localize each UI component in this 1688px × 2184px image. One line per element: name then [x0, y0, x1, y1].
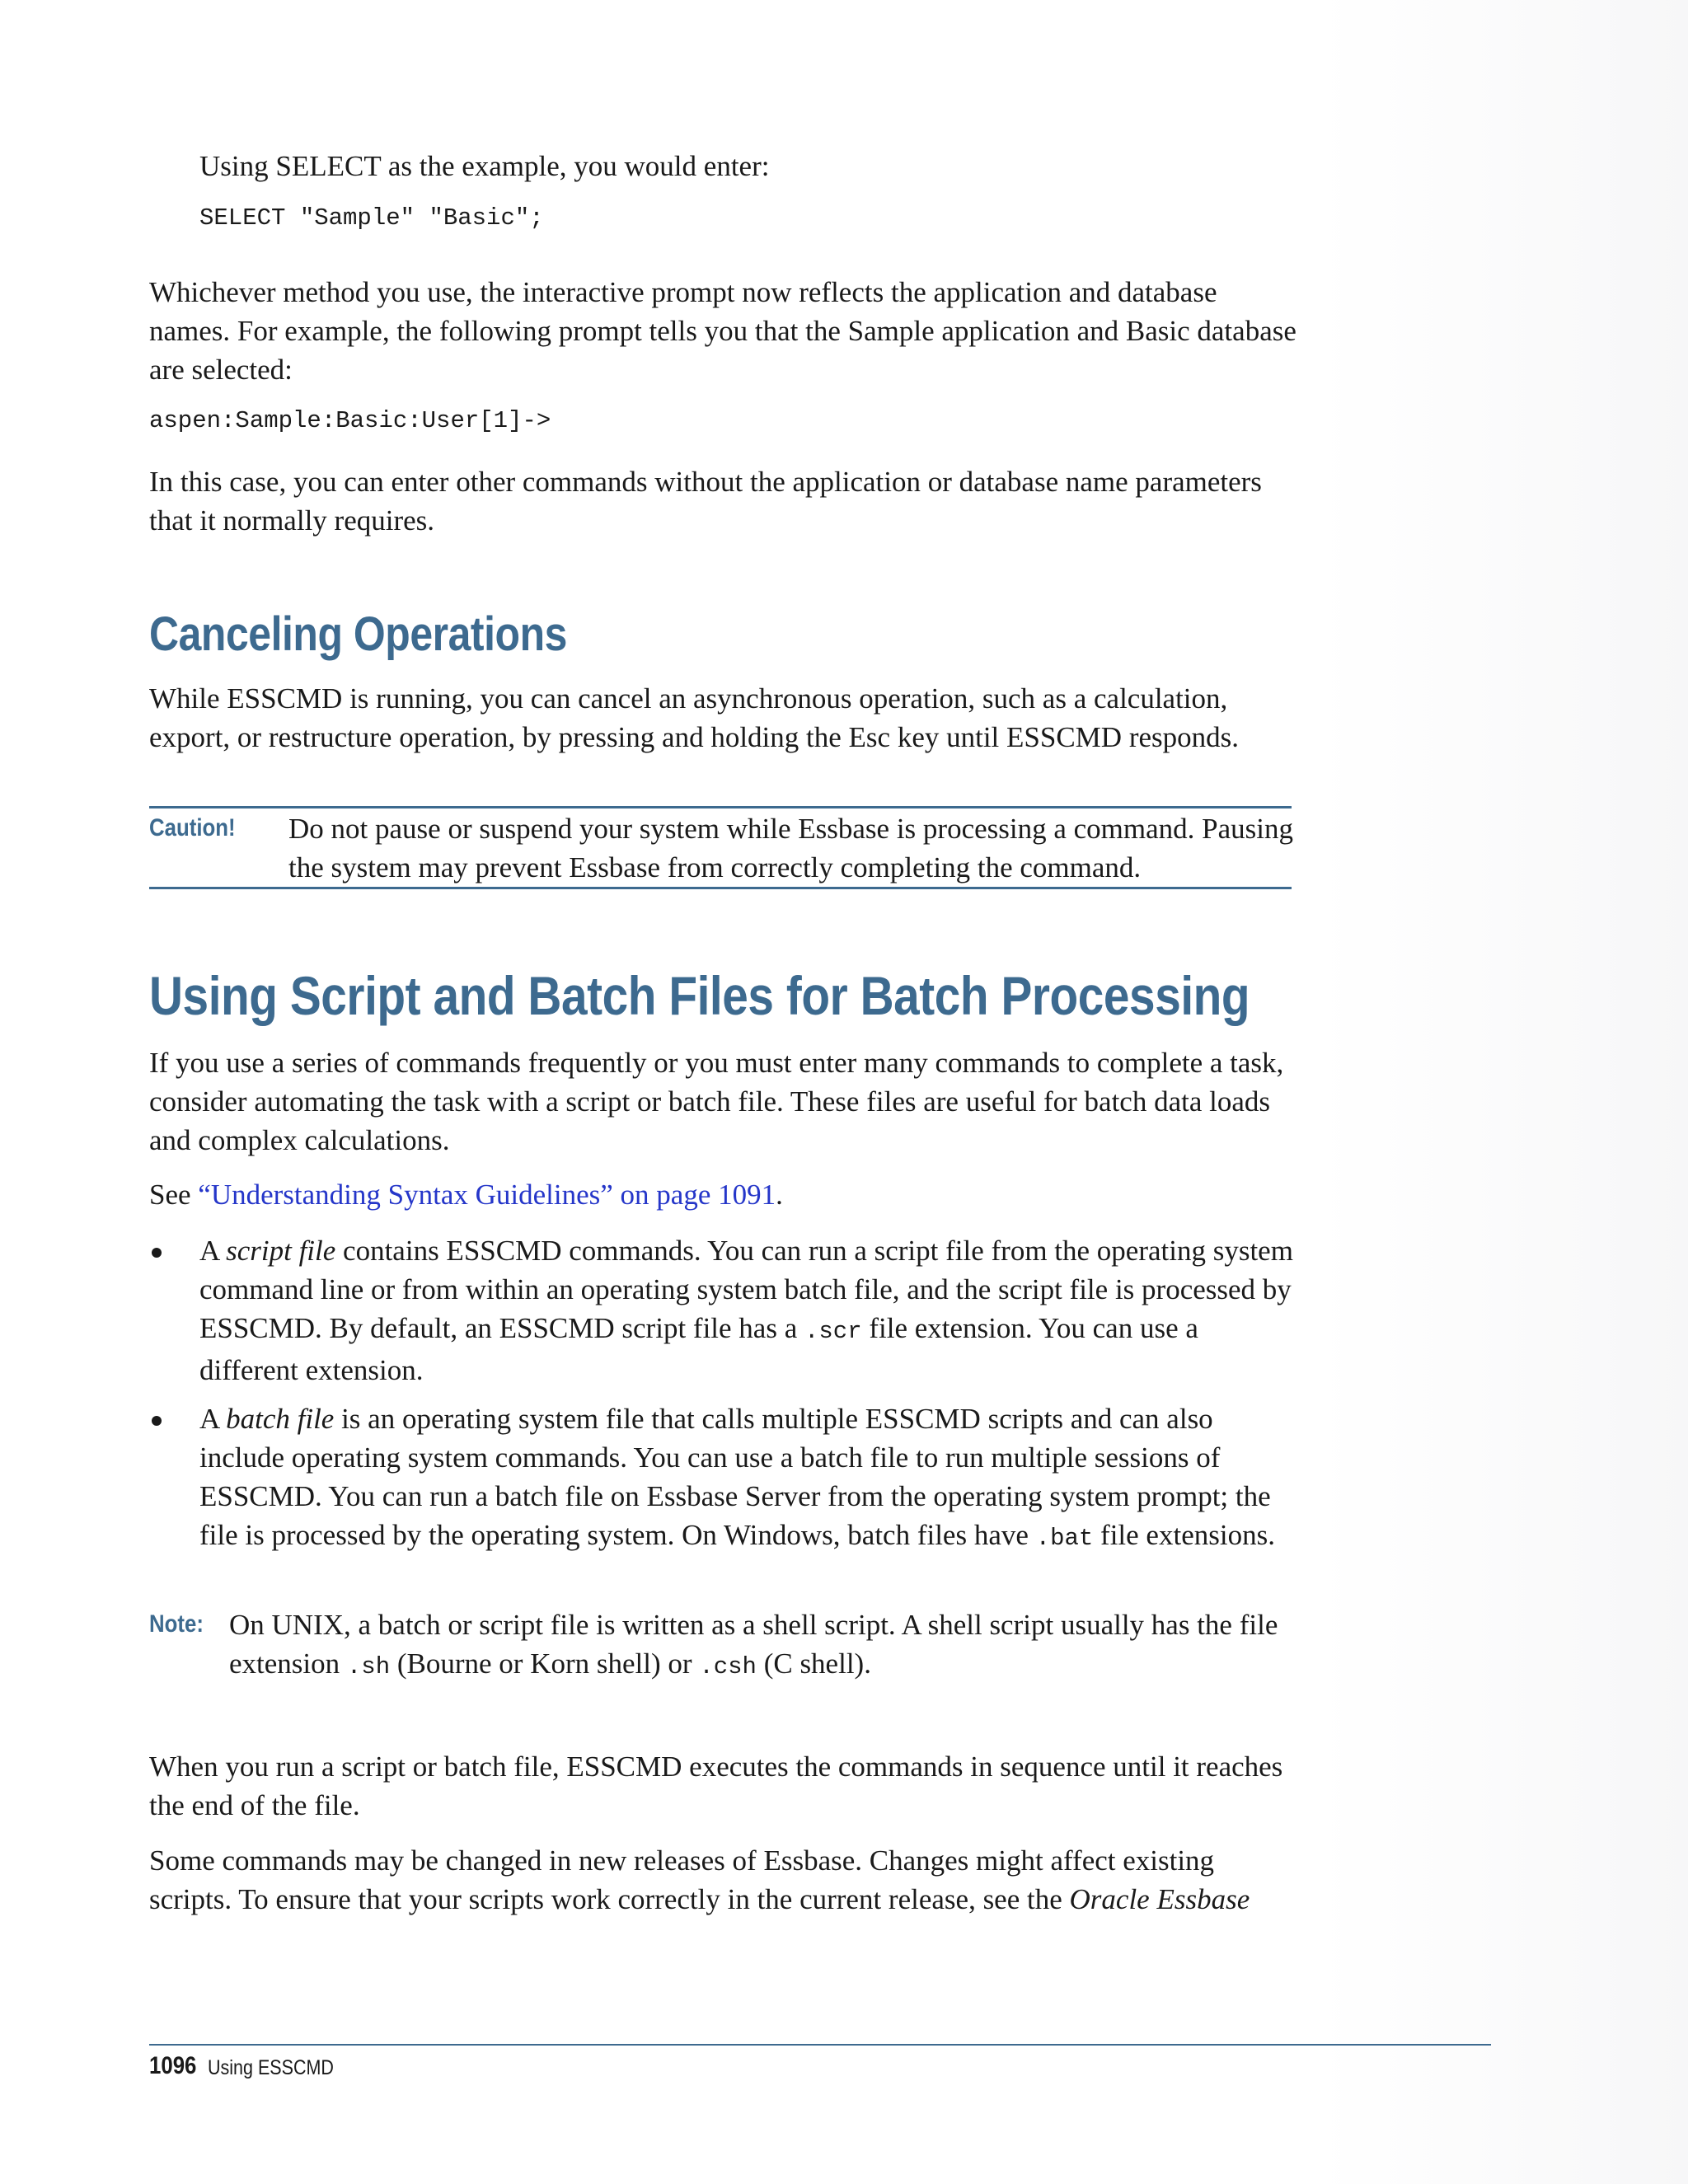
- whichever-paragraph: Whichever method you use, the interactive prompt now reflects the application and database names. For example, the following prompt tells you that the Sample application and Basic database are selected:: [149, 276, 1296, 386]
- prompt-code: aspen:Sample:Basic:User[1]->: [149, 407, 551, 434]
- see-reference: [149, 1175, 1303, 1214]
- caution-top-rule: [149, 806, 1292, 808]
- section-heading-canceling: Canceling Operations: [149, 607, 567, 661]
- canceling-paragraph: While ESSCMD is running, you can cancel an asynchronous operation, such as a calculation, export, or restructure operation, by pressing and holding the Esc key until ESSCMD responds.: [149, 682, 1240, 753]
- see-suffix: .: [776, 1179, 783, 1211]
- page-edge-shade: [1319, 0, 1688, 2184]
- page-number: 1096: [149, 2052, 197, 2079]
- caution-label: Caution!: [149, 814, 236, 841]
- batch-file-bullet: [199, 1399, 1296, 1558]
- footer: [149, 2052, 204, 2080]
- note-text: [229, 1605, 1296, 1686]
- releases-paragraph: [149, 1841, 1303, 1919]
- note-segment: On UNIX, a batch or script file is written as a shell script. A shell script usually has the file extension: [229, 1609, 1278, 1680]
- syntax-guidelines-link[interactable]: “Understanding Syntax Guidelines” on page 1091: [198, 1179, 776, 1211]
- footer-section-title: Using ESSCMD: [208, 2056, 334, 2079]
- csh-extension-code: .csh: [699, 1653, 757, 1680]
- bullet-dot: [152, 1248, 162, 1258]
- bullet-text: A: [199, 1235, 227, 1267]
- bullet-dot: [152, 1416, 162, 1426]
- note-segment: (C shell).: [756, 1647, 871, 1680]
- oracle-essbase-title: Oracle Essbase: [1069, 1883, 1250, 1915]
- run-script-paragraph: When you run a script or batch file, ESSCMD executes the commands in sequence until it reaches the end of the file.: [149, 1750, 1283, 1821]
- in-this-case-paragraph: In this case, you can enter other commands without the application or database name parameters that it normally requires.: [149, 466, 1262, 537]
- caution-text: Do not pause or suspend your system while Essbase is processing a command. Pausing the system may prevent Essbase from correctly completing the command.: [288, 813, 1294, 883]
- bullet-text: file extension. You can use a different extension.: [199, 1312, 1198, 1386]
- bullet-text: is an operating system file that calls multiple ESSCMD scripts and can also include operating system commands. You can use a batch file to run multiple sessions of ESSCMD. You can run a batch file on Essbase Server from the operating system prompt; the file is processed by the operating system. On Windows, batch files have: [199, 1403, 1271, 1551]
- caution-bottom-rule: [149, 887, 1292, 889]
- note-segment: (Bourne or Korn shell) or: [390, 1647, 700, 1680]
- batch-file-term: batch file: [226, 1403, 335, 1435]
- bat-extension-code: .bat: [1035, 1525, 1094, 1552]
- see-prefix: See: [149, 1179, 199, 1211]
- select-sentence: Using SELECT as the example, you would enter:: [199, 150, 770, 182]
- bullet-text: contains ESSCMD commands. You can run a script file from the operating system command line or from within an operating system batch file, and the script file is processed by ESSCMD. By default, an ESSCMD script file has a: [199, 1235, 1293, 1344]
- section-heading-batch: Using Script and Batch Files for Batch Processing: [149, 965, 1250, 1026]
- sh-extension-code: .sh: [346, 1653, 391, 1680]
- note-label: Note:: [149, 1610, 204, 1638]
- script-file-bullet: [199, 1231, 1296, 1390]
- bullet-text: A: [199, 1403, 227, 1435]
- footer-rule: [149, 2044, 1491, 2046]
- releases-text: Some commands may be changed in new releases of Essbase. Changes might affect existing scripts. To ensure that your scripts work correctly in the current release, see the: [149, 1844, 1215, 1915]
- bullet-text: file extensions.: [1093, 1519, 1275, 1551]
- batch-intro-paragraph: If you use a series of commands frequently or you must enter many commands to complete a task, consider automating the task with a script or batch file. These files are useful for batch data loads and complex calculations.: [149, 1047, 1284, 1156]
- script-file-term: script file: [226, 1235, 336, 1267]
- select-code: SELECT "Sample" "Basic";: [199, 204, 544, 232]
- scr-extension-code: .scr: [804, 1318, 862, 1345]
